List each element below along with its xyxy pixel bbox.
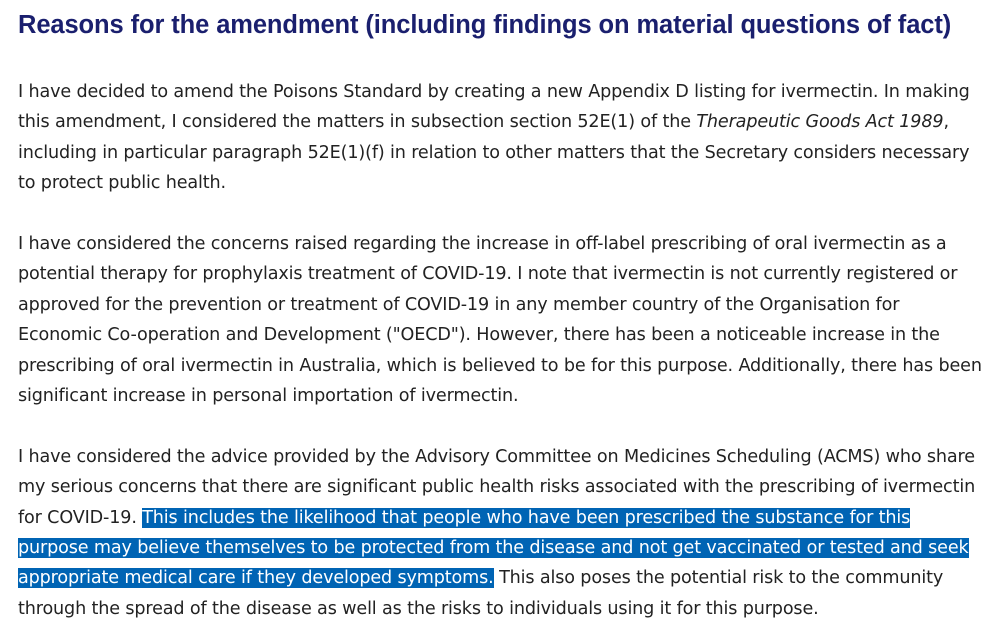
paragraph-1-text-b[interactable]: , including in particular paragraph 52E(1)(f) in relation to other matters that the Secretary considers necessary to protect public health. — [18, 112, 970, 194]
paragraph-concerns[interactable]: I have considered the concerns raised regarding the increase in off-label prescribing of oral ivermectin as a potential therapy for prophylaxis treatment of COVID-19. I note that ivermectin is not currently registered or approved for the prevention or treatment of COVID-19 in any member country of the Organisation for Economic Co-operation and Development ("OECD"). However, there has been a noticeable increase in the prescribing of oral ivermectin in Australia, which is believed to be for this purpose. Additionally, there has been significant increase in personal importation of ivermectin. — [18, 234, 982, 407]
section-heading: Reasons for the amendment (including findings on material questions of fact) — [18, 11, 952, 39]
act-title[interactable]: Therapeutic Goods Act 1989 — [696, 112, 944, 133]
paragraph-acms-advice[interactable] — [18, 442, 983, 624]
paragraph-3-text-after[interactable]: This also poses the potential risk to the community through the spread of the disease as well as the risks to individuals using it for this purpose. — [18, 568, 944, 619]
paragraph-amendment-decision[interactable] — [18, 77, 983, 199]
paragraph-1-text-a[interactable]: I have decided to amend the Poisons Standard by creating a new Appendix D listing for ivermectin. In making this amendment, I considered the matters in subsection section 52E(1) of the — [18, 82, 970, 133]
selected-text-highlight[interactable]: This includes the likelihood that people who have been prescribed the substance for this purpose may believe themselves to be protected from the disease and not get vaccinated or tested and seek appropriate medical care if they developed symptoms. — [18, 507, 969, 589]
document-page — [18, 6, 983, 624]
paragraph-3-text-before[interactable]: I have considered the advice provided by the Advisory Committee on Medicines Scheduling (ACMS) who share my serious concerns that there are significant public health risks associated with the prescribing of ivermectin for COVID-19. — [18, 446, 976, 528]
